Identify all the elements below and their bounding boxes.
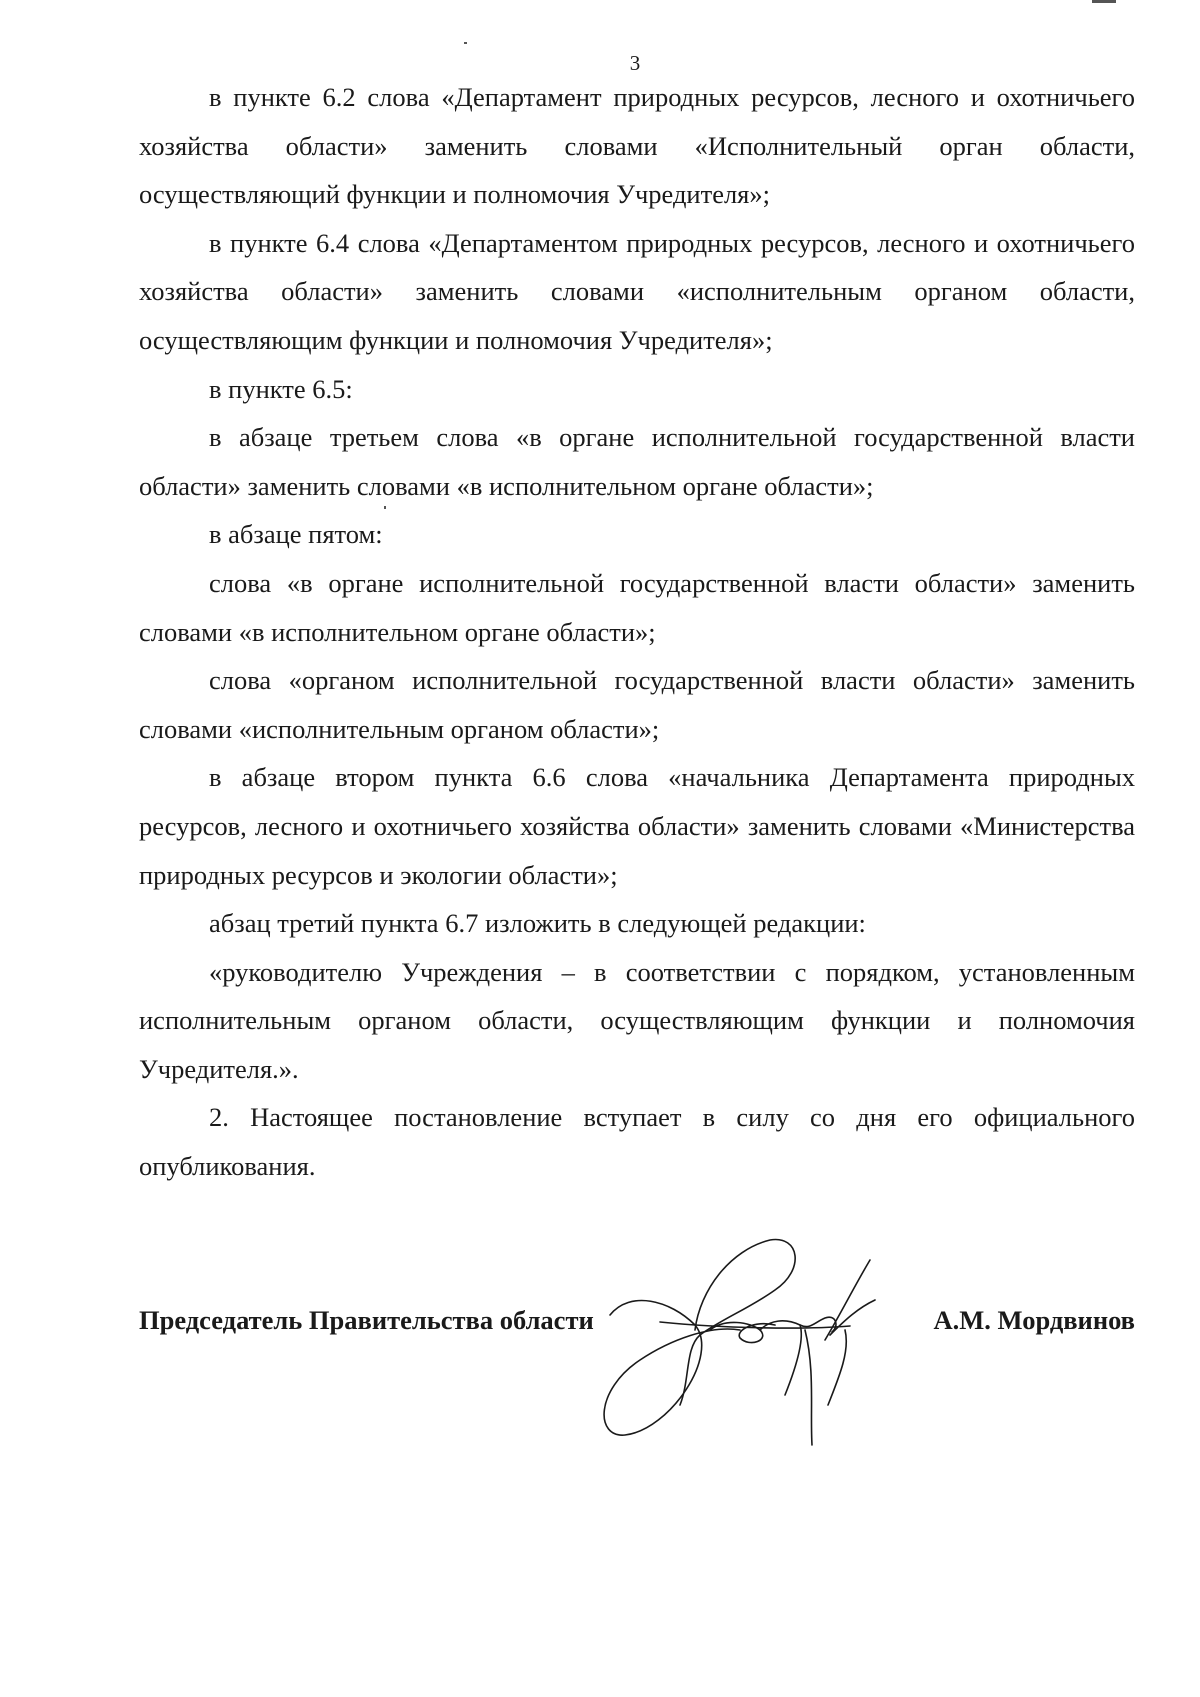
paragraph-clause-6-5-intro: в пункте 6.5: [209,373,353,404]
signer-name: А.М. Мордвинов [933,1305,1135,1335]
paragraph-clause-6-6: в абзаце втором пункта 6.6 слова «начальника Департамента природных ресурсов, лесного и охотничьего хозяйства области» заменить словами «Министерства природных ресурсов и экологии области»; [139,762,1135,890]
paragraph-clause-6-5-abzac-3: в абзаце третьем слова «в органе исполнительной государственной власти области» заменить словами «в исполнительном органе области»; [139,422,1135,501]
paragraph-clause-6-7-text: «руководителю Учреждения – в соответствии с порядком, установленным исполнительным органом области, осуществляющим функции и полномочия Учредителя.». [139,956,1135,1084]
paragraph-clause-6-5-abzac-5-intro: в абзаце пятом: [209,519,383,550]
paragraph-effective-date: 2. Настоящее постановление вступает в силу со дня его официального опубликования. [139,1102,1135,1182]
paragraph-clause-6-7-intro: абзац третий пункта 6.7 изложить в следующей редакции: [209,908,866,939]
signer-title: Председатель Правительства области [139,1305,594,1335]
document-body [139,73,1135,1191]
paragraph-clause-6-4: в пункте 6.4 слова «Департаментом природных ресурсов, лесного и охотничьего хозяйства области» заменить словами «исполнительным органом области, осуществляющим функции и полномочия Учредителя»; [139,227,1135,355]
scan-artifact-corner [1092,0,1116,3]
scan-artifact-middle [384,506,386,509]
paragraph-clause-6-5-abzac-5-second: слова «органом исполнительной государственной власти области» заменить словами «исполнительным органом области»; [139,665,1135,744]
paragraph-clause-6-5-abzac-5-first: слова «в органе исполнительной государственной власти области» заменить словами «в исполнительном органе области»; [139,567,1135,647]
handwritten-signature [600,1230,930,1460]
scan-artifact-top [464,42,467,44]
paragraph-clause-6-2: в пункте 6.2 слова «Департамент природных ресурсов, лесного и охотничьего хозяйства области» заменить словами «Исполнительный орган области, осуществляющий функции и полномочия Учредителя»; [139,82,1135,210]
page-number: 3 [629,51,641,75]
